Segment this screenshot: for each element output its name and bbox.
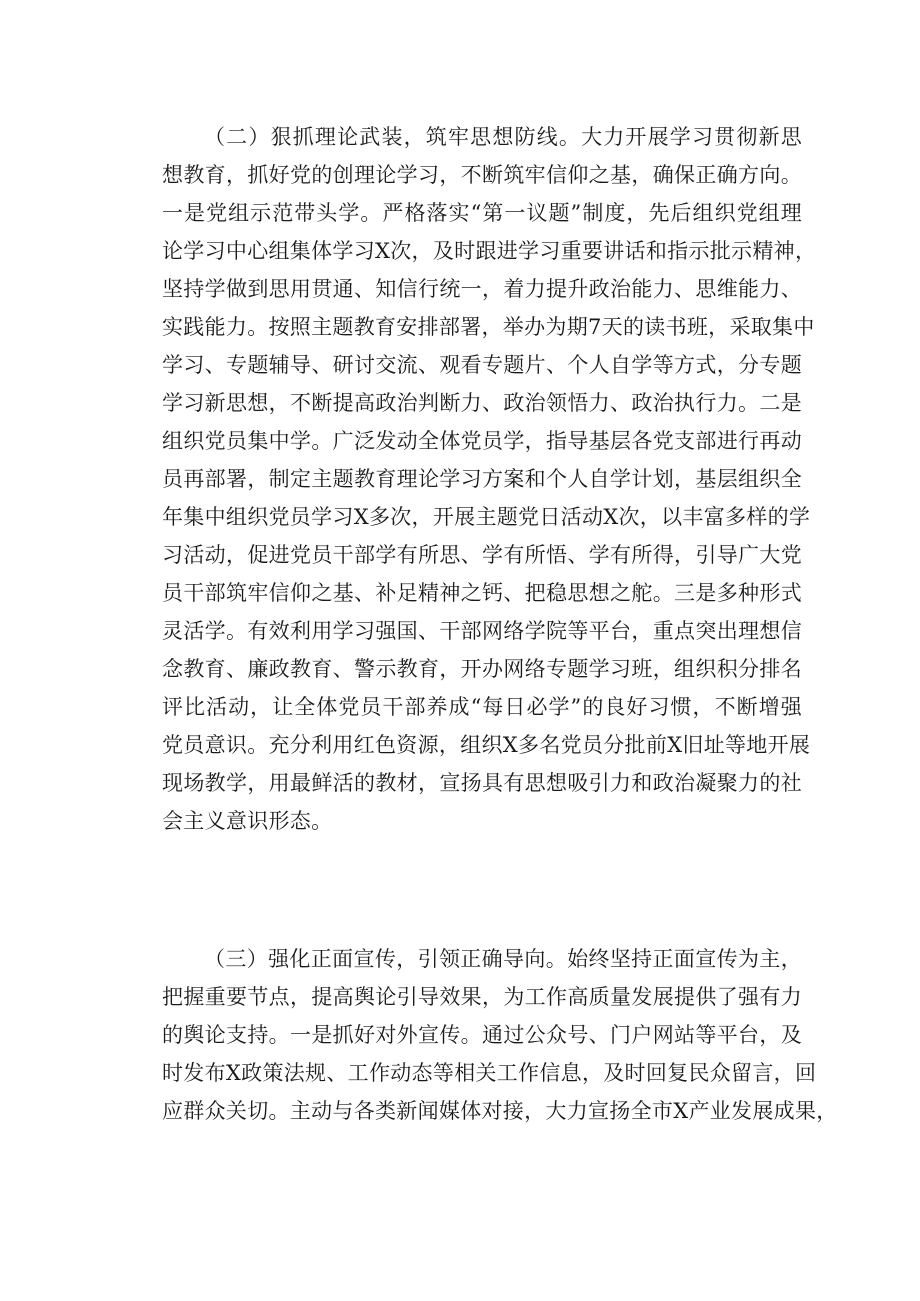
paragraph-line: （三）强化正面宣传，引领正确导向。始终坚持正面宣传为主， <box>204 947 802 971</box>
paragraph-line: 组织党员集中学。广泛发动全体党员学，指导基层各党支部进行再动 <box>162 429 802 453</box>
paragraph-line: 时发布X政策法规、工作动态等相关工作信息，及时回复民众留言，回 <box>162 1061 817 1085</box>
paragraph-line: 学习、专题辅导、研讨交流、观看专题片、个人自学等方式，分专题 <box>162 353 802 377</box>
paragraph-line: 坚持学做到思用贯通、知信行统一，着力提升政治能力、思维能力、 <box>162 277 802 301</box>
paragraph-line: （二）狠抓理论武装，筑牢思想防线。大力开展学习贯彻新思 <box>204 125 802 149</box>
paragraph-line: 念教育、廉政教育、警示教育，开办网络专题学习班，组织积分排名 <box>162 657 802 681</box>
paragraph-line: 现场教学，用最鲜活的教材，宣扬具有思想吸引力和政治凝聚力的社 <box>162 771 802 795</box>
paragraph-line: 学习新思想，不断提高政治判断力、政治领悟力、政治执行力。二是 <box>162 391 802 415</box>
paragraph-line: 一是党组示范带头学。严格落实“第一议题”制度，先后组织党组理 <box>162 201 802 225</box>
paragraph-line: 员再部署，制定主题教育理论学习方案和个人自学计划，基层组织全 <box>162 467 802 491</box>
paragraph-line: 习活动，促进党员干部学有所思、学有所悟、学有所得，引导广大党 <box>162 543 802 567</box>
paragraph-line: 灵活学。有效利用学习强国、干部网络学院等平台，重点突出理想信 <box>162 619 802 643</box>
paragraph-line: 应群众关切。主动与各类新闻媒体对接，大力宣扬全市X产业发展成果， <box>162 1099 838 1123</box>
paragraph-section-three <box>162 940 838 1130</box>
paragraph-section-two <box>162 118 817 840</box>
paragraph-line: 论学习中心组集体学习X次，及时跟进学习重要讲话和指示批示精神， <box>162 239 817 263</box>
paragraph-line: 的舆论支持。一是抓好对外宣传。通过公众号、门户网站等平台，及 <box>162 1023 802 1047</box>
paragraph-line: 实践能力。按照主题教育安排部署，举办为期7天的读书班，采取集中 <box>162 315 815 339</box>
paragraph-line: 会主义意识形态。 <box>162 809 333 833</box>
paragraph-line: 年集中组织党员学习X多次，开展主题党日活动X次，以丰富多样的学 <box>162 505 811 529</box>
paragraph-line: 把握重要节点，提高舆论引导效果，为工作高质量发展提供了强有力 <box>162 985 802 1009</box>
paragraph-line: 员干部筑牢信仰之基、补足精神之钙、把稳思想之舵。三是多种形式 <box>162 581 802 605</box>
paragraph-line: 评比活动，让全体党员干部养成“每日必学”的良好习惯，不断增强 <box>162 695 802 719</box>
paragraph-line: 党员意识。充分利用红色资源，组织X多名党员分批前X旧址等地开展 <box>162 733 811 757</box>
paragraph-line: 想教育，抓好党的创理论学习，不断筑牢信仰之基，确保正确方向。 <box>162 163 802 187</box>
